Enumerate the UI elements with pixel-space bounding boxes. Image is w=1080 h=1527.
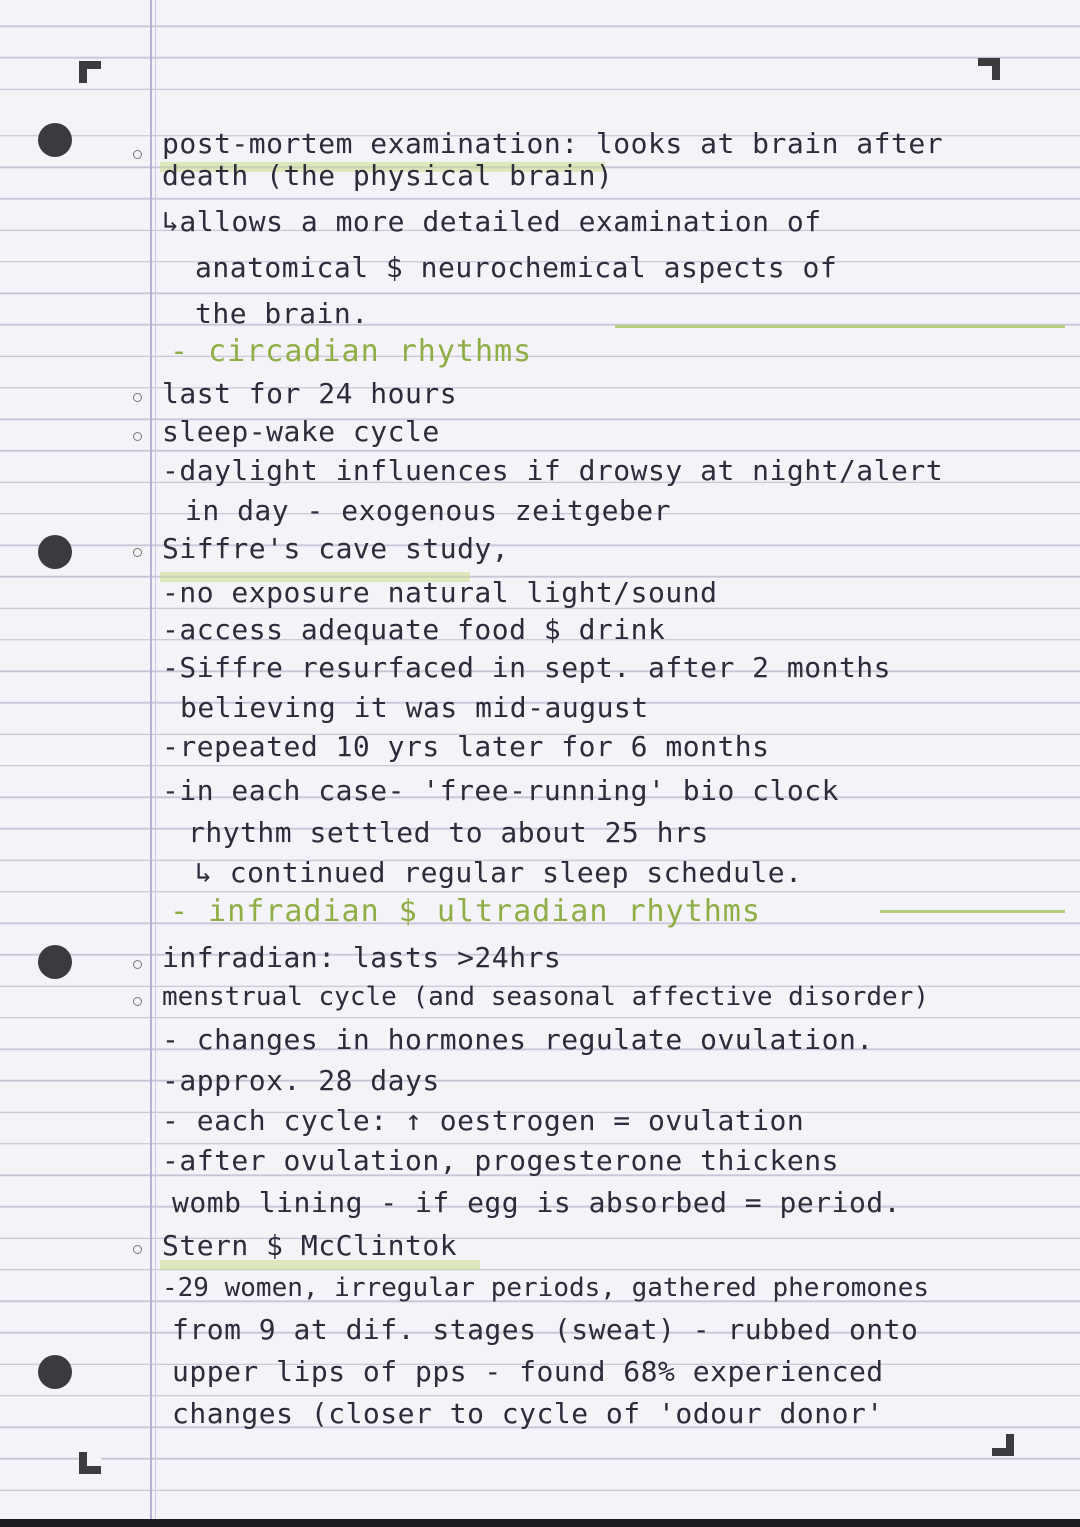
bullet-icon xyxy=(133,548,142,557)
margin-line xyxy=(150,0,152,1527)
note-line: -no exposure natural light/sound xyxy=(162,576,718,609)
binder-hole xyxy=(38,1355,72,1389)
bullet-icon xyxy=(133,1245,142,1254)
note-line: death (the physical brain) xyxy=(162,159,614,192)
margin-line-inner xyxy=(155,0,156,1527)
binder-hole xyxy=(38,945,72,979)
heading-rule xyxy=(880,910,1065,913)
note-line: upper lips of pps - found 68% experienced xyxy=(172,1355,884,1388)
note-line: the brain. xyxy=(195,297,369,330)
binder-hole xyxy=(38,123,72,157)
section-heading: - circadian rhythms xyxy=(170,334,533,369)
note-line: post-mortem examination: looks at brain after xyxy=(162,127,944,160)
note-line: -approx. 28 days xyxy=(162,1064,440,1097)
bullet-icon xyxy=(133,960,142,969)
note-line: -Siffre resurfaced in sept. after 2 months xyxy=(162,651,892,684)
note-line: womb lining - if egg is absorbed = period. xyxy=(172,1186,902,1219)
note-line: ↳allows a more detailed examination of xyxy=(162,205,822,238)
bullet-icon xyxy=(133,432,142,441)
note-line: -repeated 10 yrs later for 6 months xyxy=(162,730,770,763)
note-line: -after ovulation, progesterone thickens xyxy=(162,1144,839,1177)
note-line: anatomical $ neurochemical aspects of xyxy=(195,251,838,284)
bullet-icon xyxy=(133,393,142,402)
corner-mark-icon xyxy=(978,58,1000,80)
note-line: Siffre's cave study, xyxy=(162,532,510,565)
note-line: ↳ continued regular sleep schedule. xyxy=(195,856,803,889)
section-heading: - infradian $ ultradian rhythms xyxy=(170,894,761,929)
note-line: -daylight influences if drowsy at night/alert xyxy=(162,454,944,487)
note-line: last for 24 hours xyxy=(162,377,458,410)
note-line: in day - exogenous zeitgeber xyxy=(185,494,672,527)
note-line: Stern $ McClintok xyxy=(162,1229,458,1262)
note-line: sleep-wake cycle xyxy=(162,415,440,448)
binder-hole xyxy=(38,535,72,569)
note-line: believing it was mid-august xyxy=(180,691,649,724)
note-line: rhythm settled to about 25 hrs xyxy=(188,816,709,849)
note-line: from 9 at dif. stages (sweat) - rubbed onto xyxy=(172,1313,919,1346)
page-bottom-edge xyxy=(0,1519,1080,1527)
note-line: -in each case- 'free-running' bio clock xyxy=(162,774,839,807)
bullet-icon xyxy=(133,150,142,159)
corner-mark-icon xyxy=(79,1452,101,1474)
corner-mark-icon xyxy=(992,1434,1014,1456)
heading-rule xyxy=(615,325,1065,328)
bullet-icon xyxy=(133,997,142,1006)
note-line: -access adequate food $ drink xyxy=(162,613,666,646)
note-line: - changes in hormones regulate ovulation. xyxy=(162,1023,874,1056)
note-line: - each cycle: ↑ oestrogen = ovulation xyxy=(162,1104,805,1137)
corner-mark-icon xyxy=(79,61,101,83)
note-line: -29 women, irregular periods, gathered pheromones xyxy=(162,1273,930,1303)
note-line: infradian: lasts >24hrs xyxy=(162,941,562,974)
note-line: changes (closer to cycle of 'odour donor' xyxy=(172,1397,884,1430)
note-line: menstrual cycle (and seasonal affective disorder) xyxy=(162,982,930,1012)
